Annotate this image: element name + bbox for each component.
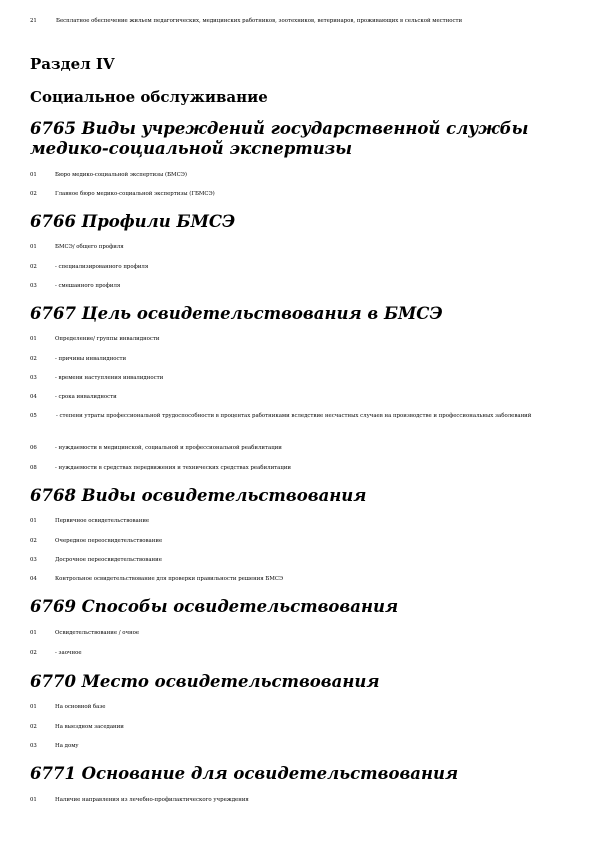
list-item xyxy=(30,335,570,343)
item-text: - заочное xyxy=(55,650,82,656)
list-item xyxy=(30,556,570,564)
item-code: 01 xyxy=(30,172,37,178)
list-item xyxy=(30,171,570,179)
item-text: Наличие направления из лечебно-профилактического учреждения xyxy=(55,797,249,803)
item-code: 03 xyxy=(30,557,37,563)
section-heading-6767: 6767 Цель освидетельствования в БМСЭ xyxy=(30,304,443,323)
item-code: 03 xyxy=(30,375,37,381)
item-code: 02 xyxy=(30,264,37,270)
item-text: Первичное освидетельствование xyxy=(55,518,150,524)
section-heading-6768: 6768 Виды освидетельствования xyxy=(30,486,367,505)
item-code: 02 xyxy=(30,650,37,656)
section-title: Социальное обслуживание xyxy=(30,88,268,106)
list-item xyxy=(30,393,570,401)
list-item xyxy=(30,190,570,198)
list-item xyxy=(30,282,570,290)
list-item xyxy=(30,703,570,711)
list-item xyxy=(30,355,570,363)
item-text: На дому xyxy=(55,743,79,749)
section-heading-6765: 6765 Виды учреждений государственной службы медико-социальной экспертизы xyxy=(30,119,529,158)
item-text: Главное бюро медико-социальной экспертизы (ГБМСЭ) xyxy=(55,191,215,197)
item-code: 06 xyxy=(30,445,37,451)
item-code: 01 xyxy=(30,336,37,342)
item-text: - смешанного профиля xyxy=(55,283,121,289)
list-item xyxy=(30,17,570,25)
item-code: 01 xyxy=(30,797,37,803)
section-label: Раздел IV xyxy=(30,55,115,73)
item-text: Бюро медико-социальной экспертизы (БМСЭ) xyxy=(55,172,187,178)
section-heading-6766: 6766 Профили БМСЭ xyxy=(30,212,236,231)
item-code: 01 xyxy=(30,518,37,524)
item-text: - степени утраты профессиональной трудоспособности в процентах работниками вследствие несчастных случаев на производстве и профессиональных заболеваний xyxy=(56,413,532,419)
item-code: 03 xyxy=(30,283,37,289)
item-code: 03 xyxy=(30,743,37,749)
item-text: Очередное переосвидетельствование xyxy=(55,538,163,544)
section-heading-6770: 6770 Место освидетельствования xyxy=(30,672,380,691)
list-item xyxy=(30,575,570,583)
item-text: Освидетельствование / очное xyxy=(55,630,140,636)
list-item xyxy=(30,537,570,545)
item-code: 05 xyxy=(30,413,37,419)
list-item xyxy=(30,464,570,472)
item-text: Определение/ группы инвалидности xyxy=(55,336,160,342)
item-text: - нуждаемости в средствах передвижения и технических средствах реабилитации xyxy=(55,465,292,471)
list-item xyxy=(30,517,570,525)
item-text: - времени наступления инвалидности xyxy=(55,375,164,381)
list-item xyxy=(30,243,570,251)
item-text: - специализированного профиля xyxy=(55,264,149,270)
item-text: Досрочное переосвидетельствование xyxy=(55,557,162,563)
item-text: БМСЭ/ общего профиля xyxy=(55,244,124,250)
item-text: На основной базе xyxy=(55,704,106,710)
list-item xyxy=(30,796,570,804)
item-code: 01 xyxy=(30,630,37,636)
item-text: Бесплатное обеспечение жильем педагогических, медицинских работников, зоотехников, ветеринаров, проживающих в сельской местности xyxy=(56,18,463,24)
item-code: 04 xyxy=(30,576,37,582)
item-code: 04 xyxy=(30,394,37,400)
item-text: Контрольное освидетельствование для проверки правильности решения БМСЭ xyxy=(55,576,284,582)
item-code: 01 xyxy=(30,704,37,710)
list-item xyxy=(30,263,570,271)
list-item xyxy=(30,444,570,452)
item-code: 02 xyxy=(30,356,37,362)
list-item xyxy=(30,412,570,420)
list-item xyxy=(30,629,570,637)
list-item xyxy=(30,723,570,731)
item-code: 02 xyxy=(30,191,37,197)
item-text: - нуждаемости в медицинской, социальной и профессиональной реабилитации xyxy=(55,445,282,451)
item-text: - причины инвалидности xyxy=(55,356,127,362)
section-heading-6769: 6769 Способы освидетельствования xyxy=(30,597,399,616)
list-item xyxy=(30,742,570,750)
item-text: На выездном заседании xyxy=(55,724,124,730)
section-heading-6771: 6771 Основание для освидетельствования xyxy=(30,764,459,783)
list-item xyxy=(30,374,570,382)
item-code: 01 xyxy=(30,244,37,250)
item-code: 21 xyxy=(30,18,37,24)
list-item xyxy=(30,649,570,657)
item-code: 02 xyxy=(30,538,37,544)
item-code: 02 xyxy=(30,724,37,730)
item-text: - срока инвалидности xyxy=(55,394,117,400)
item-code: 08 xyxy=(30,465,37,471)
